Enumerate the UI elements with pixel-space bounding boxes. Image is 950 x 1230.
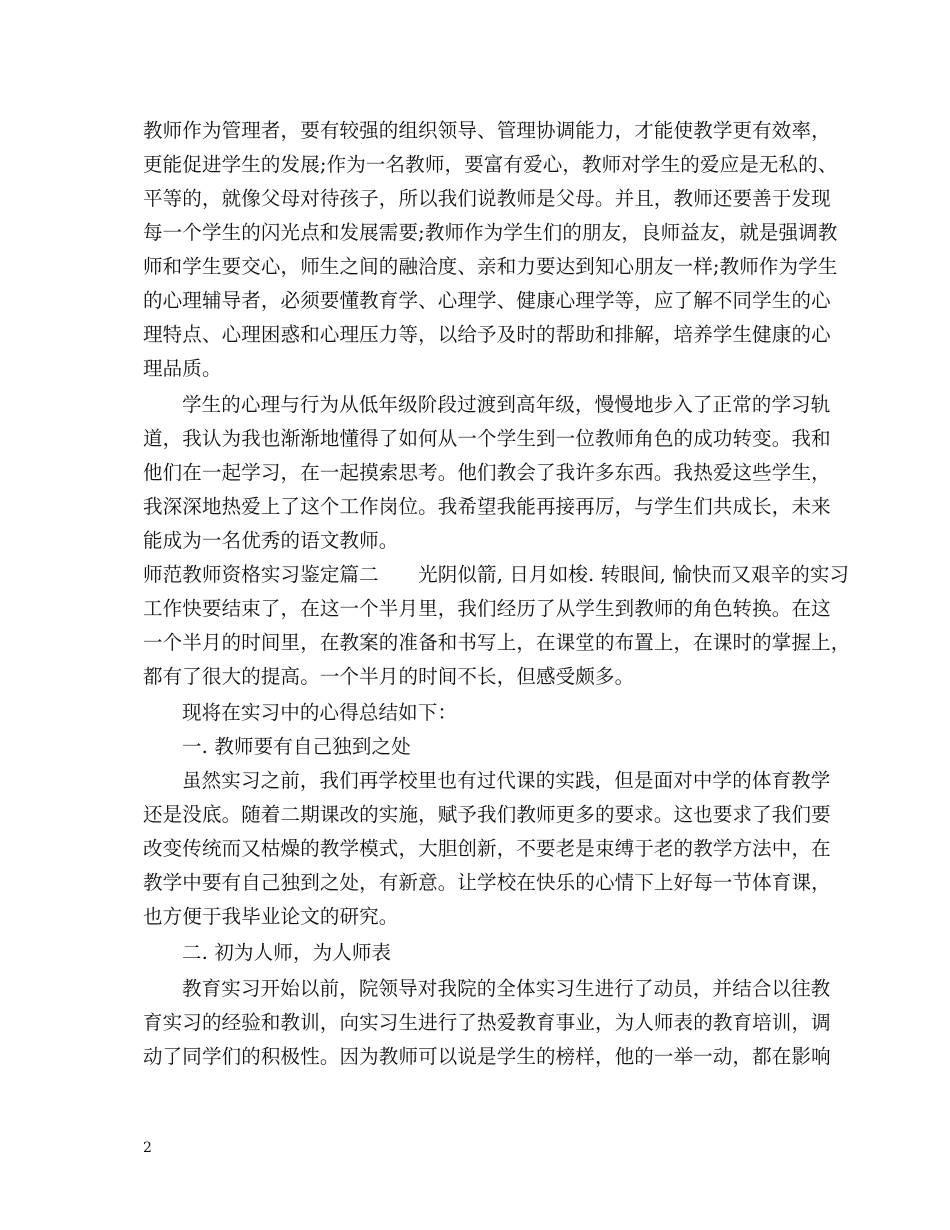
text-line: 道，我认为我也渐渐地懂得了如何从一个学生到一位教师角色的成功转变。我和 <box>143 427 831 450</box>
text-line: 平等的，就像父母对待孩子，所以我们说教师是父母。并且，教师还要善于发现 <box>143 187 831 210</box>
text-line: 的心理辅导者，必须要懂教育学、心理学、健康心理学等，应了解不同学生的心 <box>143 289 831 312</box>
text-line: 理特点、心理困惑和心理压力等，以给予及时的帮助和排解，培养学生健康的心 <box>143 323 831 346</box>
text-line: 教育实习开始以前，院领导对我院的全体实习生进行了动员，并结合以往教 <box>182 977 831 1000</box>
subheading: 二. 初为人师，为人师表 <box>182 941 392 964</box>
text-line: 育实习的经验和教训，向实习生进行了热爱教育事业，为人师表的教育培训，调 <box>143 1011 831 1034</box>
text-line: 现将在实习中的心得总结如下： <box>182 701 458 724</box>
subheading: 一. 教师要有自己独到之处 <box>182 735 411 758</box>
text-line: 更能促进学生的发展;作为一名教师，要富有爱心，教师对学生的爱应是无私的、 <box>143 153 838 176</box>
text-line: 我深深地热爱上了这个工作岗位。我希望我能再接再厉，与学生们共成长，未来 <box>143 495 831 518</box>
text-line: 都有了很大的提高。一个半月的时间不长，但感受颇多。 <box>143 665 635 688</box>
text-line: 能成为一名优秀的语文教师。 <box>143 529 399 552</box>
text-line: 虽然实习之前，我们再学校里也有过代课的实践，但是面对中学的体育教学 <box>182 769 831 792</box>
page-number: 2 <box>143 1140 152 1156</box>
section-heading-line: 师范教师资格实习鉴定篇二 光阴似箭, 日月如梭. 转眼间, 愉快而又艰辛的实习 <box>143 563 850 586</box>
text-line: 还是没底。随着二期课改的实施，赋予我们教师更多的要求。这也要求了我们要 <box>143 803 831 826</box>
text-line: 动了同学们的积极性。因为教师可以说是学生的榜样，他的一举一动，都在影响 <box>143 1045 831 1068</box>
text-line: 也方便于我毕业论文的研究。 <box>143 905 399 928</box>
text-line: 学生的心理与行为从低年级阶段过渡到高年级，慢慢地步入了正常的学习轨 <box>182 393 831 416</box>
text-line: 一个半月的时间里，在教案的准备和书写上，在课堂的布置上，在课时的掌握上， <box>143 631 851 654</box>
text-line: 师和学生要交心，师生之间的融洽度、亲和力要达到知心朋友一样;教师作为学生 <box>143 255 838 278</box>
text-line: 改变传统而又枯燥的教学模式，大胆创新，不要老是束缚于老的教学方法中，在 <box>143 837 831 860</box>
text-line: 教学中要有自己独到之处，有新意。让学校在快乐的心情下上好每一节体育课， <box>143 871 831 894</box>
text-line: 他们在一起学习，在一起摸索思考。他们教会了我许多东西。我热爱这些学生， <box>143 461 831 484</box>
text-line: 每一个学生的闪光点和发展需要;教师作为学生们的朋友，良师益友，就是强调教 <box>143 221 838 244</box>
text-line: 教师作为管理者，要有较强的组织领导、管理协调能力，才能使教学更有效率， <box>143 119 831 142</box>
text-line: 工作快要结束了，在这一个半月里，我们经历了从学生到教师的角色转换。在这 <box>143 597 831 620</box>
text-line: 理品质。 <box>143 357 222 380</box>
